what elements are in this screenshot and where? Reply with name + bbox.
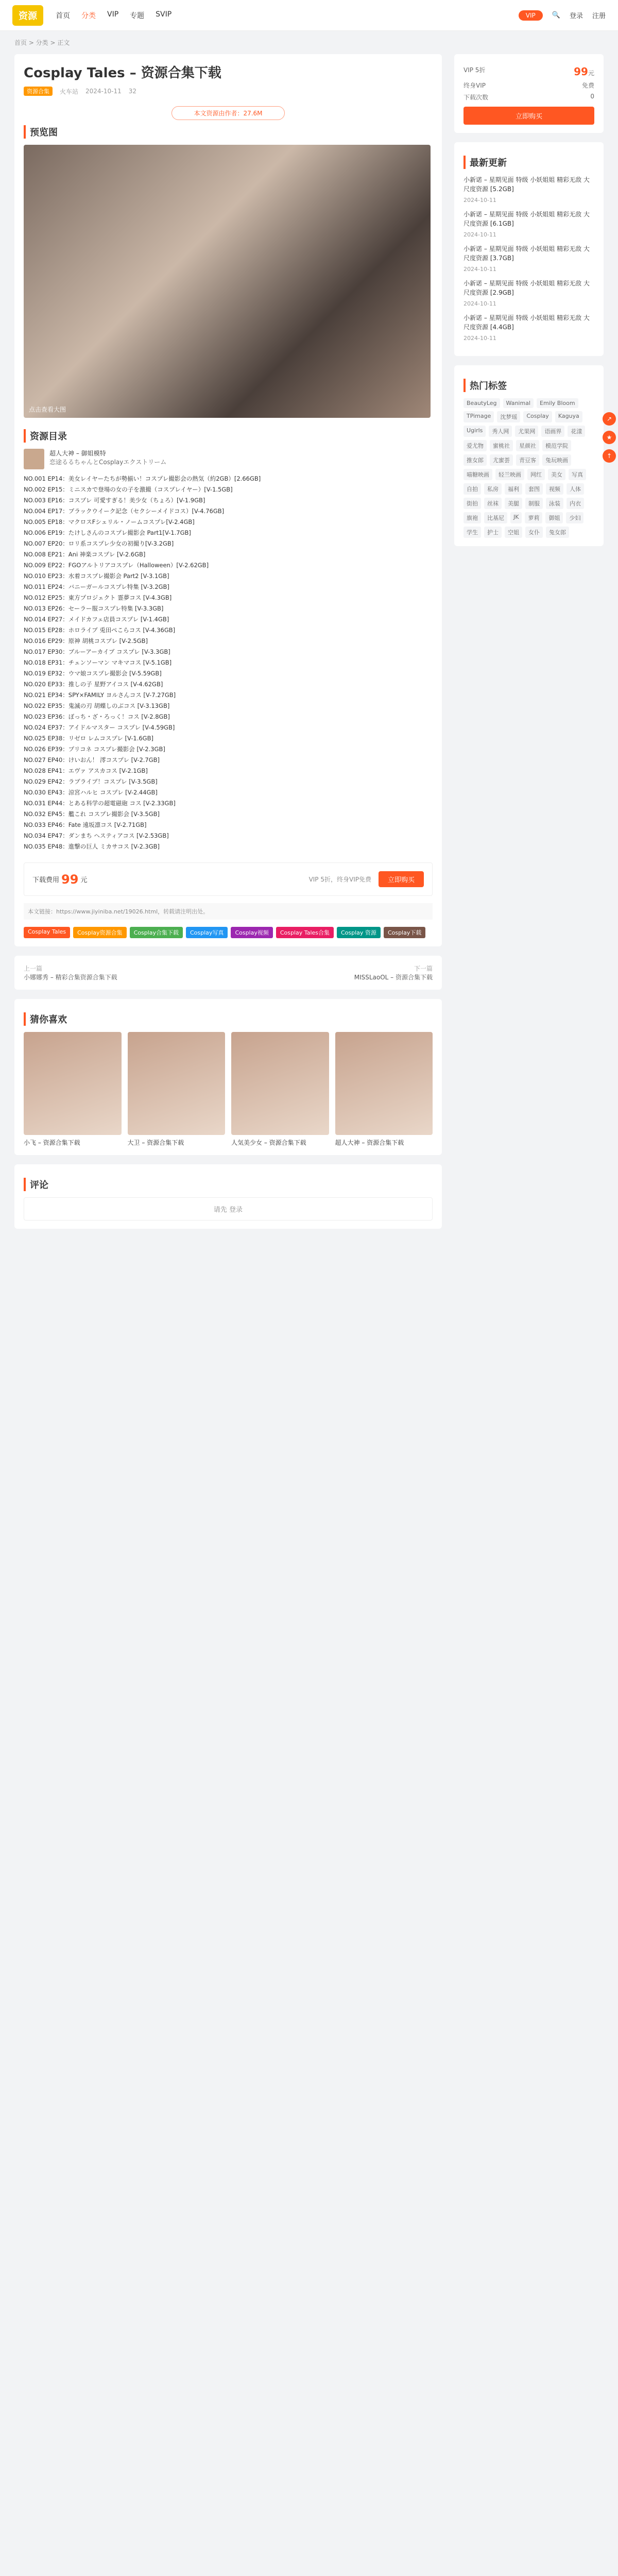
- related-thumbnail: [24, 1032, 122, 1135]
- hot-tag[interactable]: 泳装: [546, 498, 563, 509]
- catalog-line: NO.012 EP25：東方プロジェクト 霊夢コス [V-4.3GB]: [24, 594, 172, 601]
- hot-tag[interactable]: 套图: [525, 483, 543, 495]
- prev-title: 小娜娜秀 – 精彩合集资源合集下载: [24, 974, 117, 981]
- next-title: MISSLaoOL – 资源合集下载: [354, 974, 433, 981]
- floating-toolbar: [603, 412, 616, 463]
- hot-tag[interactable]: 推女郎: [464, 454, 487, 466]
- hot-tag[interactable]: 私房: [484, 483, 502, 495]
- hot-tag[interactable]: 少妇: [566, 512, 583, 523]
- catalog-heading: 资源目录: [24, 429, 433, 443]
- top-right-actions: [519, 10, 606, 21]
- main-column: [14, 54, 442, 1238]
- catalog-line: NO.026 EP39：プリコネ コスプレ撮影会 [V-2.3GB]: [24, 745, 165, 753]
- prev-next: [14, 956, 442, 990]
- side-price-unit: 元: [588, 70, 594, 77]
- catalog-line: NO.021 EP34：SPY×FAMILY ヨルさんコス [V-7.27GB]: [24, 691, 176, 699]
- hot-tag[interactable]: Emily Bloom: [537, 398, 578, 408]
- hot-tags-card: [454, 365, 604, 546]
- hot-tag[interactable]: Cosplay: [523, 411, 552, 422]
- hot-tag[interactable]: 制服: [525, 498, 543, 509]
- article-link: 本文链接：https://www.jiyiniba.net/19026.html，转载请注明出处。: [24, 903, 433, 920]
- login-link[interactable]: 登录: [569, 12, 583, 20]
- hot-tag[interactable]: 萝莉: [525, 512, 542, 523]
- related-title: 小飞 – 资源合集下载: [24, 1139, 80, 1146]
- catalog-line: NO.005 EP18：マクロスFシェリル・ノームコスプレ[V-2.4GB]: [24, 518, 195, 526]
- download-info: VIP 5折，终身VIP免费: [308, 876, 371, 883]
- catalog-line: NO.001 EP14：美女レイヤーたちが勢揃い！コスプレ撮影会の熱気（約2GB）[2.66GB]: [24, 475, 261, 482]
- catalog-line: NO.035 EP48：進撃の巨人 ミカサコス [V-2.3GB]: [24, 843, 160, 850]
- hot-tag[interactable]: 轻兰映画: [495, 469, 524, 480]
- latest-date: 2024-10-11: [464, 335, 496, 342]
- latest-title: 小新诺 – 星期见面 特级 小妖姐姐 精彩无敌 大尺度资源 [4.4GB]: [464, 314, 590, 331]
- related-thumbnail: [128, 1032, 226, 1135]
- hot-tag[interactable]: 福利: [505, 483, 522, 495]
- hot-tag[interactable]: TPimage: [464, 411, 494, 422]
- prev-label: 上一篇: [24, 965, 43, 972]
- latest-date: 2024-10-11: [464, 197, 496, 204]
- catalog-line: NO.025 EP38：リゼロ レムコスプレ [V-1.6GB]: [24, 735, 153, 742]
- article-meta: [24, 87, 433, 96]
- hot-tags-heading: 热门标签: [464, 379, 594, 392]
- hot-tag[interactable]: Ugirls: [464, 426, 486, 437]
- catalog-line: NO.029 EP42：ラブライブ！コスプレ [V-3.5GB]: [24, 778, 158, 785]
- catalog-line: NO.028 EP41：エヴァ アスカコス [V-2.1GB]: [24, 767, 148, 774]
- hot-tag[interactable]: 美腿: [505, 498, 522, 509]
- comments-heading: 评论: [24, 1178, 433, 1191]
- author-thumbnail: [24, 449, 44, 469]
- catalog-line: NO.027 EP40：けいおん！ 澪コスプレ [V-2.7GB]: [24, 756, 160, 764]
- hot-tag[interactable]: 沈梦瑶: [497, 411, 520, 422]
- hot-tag[interactable]: 人体: [566, 483, 584, 495]
- latest-item[interactable]: [464, 210, 594, 238]
- tag-chip[interactable]: Cosplay合集下载: [130, 927, 183, 938]
- article-card: [14, 54, 442, 946]
- download-price-label: 下载费用: [32, 876, 60, 884]
- hot-tag[interactable]: 语画界: [541, 426, 564, 437]
- catalog-line: NO.033 EP46：Fate 遠坂凛コス [V-2.71GB]: [24, 821, 147, 828]
- latest-heading: 最新更新: [464, 156, 594, 169]
- related-thumbnail: [231, 1032, 329, 1135]
- hot-tag[interactable]: Kaguya: [555, 411, 582, 422]
- back-to-top-icon[interactable]: ↑: [603, 449, 616, 463]
- latest-date: 2024-10-11: [464, 266, 496, 273]
- publish-date: 2024-10-11: [85, 88, 122, 95]
- author-name[interactable]: 火车站: [60, 88, 79, 95]
- hot-tags-list: [464, 398, 594, 538]
- latest-date: 2024-10-11: [464, 231, 496, 238]
- search-icon[interactable]: 🔍: [552, 11, 560, 19]
- nav-item-topic[interactable]: 专题: [130, 11, 145, 20]
- hot-tag[interactable]: 护士: [484, 527, 502, 538]
- hot-tag[interactable]: 尤蜜荟: [490, 454, 513, 466]
- nav-item-svip[interactable]: SVIP: [156, 10, 172, 19]
- related-title: 超人大神 – 资源合集下载: [335, 1139, 404, 1146]
- view-count: 32: [128, 88, 137, 95]
- catalog-line: NO.024 EP37：アイドルマスター コスプレ [V-4.59GB]: [24, 724, 175, 731]
- download-bar: [24, 862, 433, 896]
- page-title: Cosplay Tales – 资源合集下载: [24, 65, 221, 81]
- latest-title: 小新诺 – 星期见面 特级 小妖姐姐 精彩无敌 大尺度资源 [3.7GB]: [464, 245, 590, 262]
- tag-chip[interactable]: Cosplay 资源: [337, 927, 381, 938]
- catalog-line: NO.034 EP47：ダンまち ヘスティアコス [V-2.53GB]: [24, 832, 169, 839]
- latest-item[interactable]: [464, 175, 594, 204]
- catalog-line: NO.019 EP32：ウマ娘コスプレ撮影会 [V-5.59GB]: [24, 670, 162, 677]
- hot-tag[interactable]: Wanimal: [503, 398, 534, 408]
- catalog-line: NO.002 EP15：ミニスカで登場の女の子を激撮（コスプレイヤー）[V-1.5GB]: [24, 486, 233, 493]
- next-label: 下一篇: [414, 965, 433, 972]
- download-unit: 元: [80, 876, 88, 884]
- category-badge[interactable]: 资源合集: [24, 87, 53, 96]
- hot-tag[interactable]: 视频: [546, 483, 563, 495]
- catalog-line: NO.003 EP16：コスプレ 可愛すぎる！美少女（ちょろ）[V-1.9GB]: [24, 497, 205, 504]
- hot-tag[interactable]: 学生: [464, 527, 481, 538]
- login-prompt[interactable]: 请先 登录: [24, 1197, 433, 1221]
- hot-tag[interactable]: 丝袜: [484, 498, 502, 509]
- preview-image[interactable]: [24, 145, 431, 418]
- related-grid: [24, 1032, 433, 1147]
- hot-tag[interactable]: 比基尼: [484, 512, 507, 523]
- related-item[interactable]: [231, 1032, 329, 1147]
- latest-card: [454, 142, 604, 356]
- hot-tag[interactable]: 旗袍: [464, 512, 481, 523]
- hot-tag[interactable]: 秀人网: [489, 426, 512, 437]
- preview-label: 点击查看大图: [29, 406, 66, 413]
- hot-tag[interactable]: 写真: [569, 469, 586, 480]
- hot-tag[interactable]: 空姐: [505, 527, 522, 538]
- latest-item[interactable]: [464, 313, 594, 342]
- side-price-label: VIP 5折: [464, 66, 486, 74]
- catalog-line: NO.006 EP19：たけしさんのコスプレ撮影会 Part1[V-1.7GB]: [24, 529, 191, 536]
- hot-tag[interactable]: 网红: [527, 469, 545, 480]
- preview-heading: 预览图: [24, 125, 433, 139]
- hot-tag[interactable]: 青豆客: [516, 454, 539, 466]
- hot-tag[interactable]: 花漾: [568, 426, 585, 437]
- favorite-icon[interactable]: ★: [603, 431, 616, 444]
- hot-tag[interactable]: 蜜桃社: [490, 440, 513, 451]
- related-card: [14, 999, 442, 1155]
- catalog-line: NO.020 EP33：推しの子 星野アイコス [V-4.62GB]: [24, 681, 163, 688]
- tag-chip[interactable]: Cosplay写真: [186, 927, 228, 938]
- nav-item-category[interactable]: 分类: [81, 11, 96, 20]
- catalog-line: NO.018 EP31：チェンソーマン マキマコス [V-5.1GB]: [24, 659, 172, 666]
- catalog-line: NO.004 EP17：ブラックウイーク記念（セクシーメイドコス）[V-4.76GB]: [24, 507, 225, 515]
- related-title: 大卫 – 资源合集下载: [127, 1139, 184, 1146]
- tag-chip[interactable]: Cosplay Tales: [24, 927, 70, 938]
- next-post[interactable]: [354, 964, 433, 981]
- sidebar: [454, 54, 604, 1238]
- nav-item-vip[interactable]: VIP: [107, 10, 119, 19]
- catalog-line: NO.010 EP23：水着コスプレ撮影会 Part2 [V-3.1GB]: [24, 572, 169, 580]
- hot-tag[interactable]: 兔玩映画: [542, 454, 571, 466]
- site-logo[interactable]: 资源: [12, 5, 43, 26]
- side-line1-label: 终身VIP: [464, 82, 486, 89]
- top-bar: [0, 0, 618, 31]
- prev-post[interactable]: [24, 964, 117, 981]
- comments-card: [14, 1164, 442, 1229]
- side-price-card: [454, 54, 604, 133]
- catalog-author-name: 超人大神 – 御姐模特: [49, 450, 106, 457]
- side-price: 99: [574, 65, 588, 78]
- hot-tag[interactable]: 兔女郎: [546, 527, 569, 538]
- side-buy-button[interactable]: 立即购买: [464, 107, 594, 125]
- catalog-line: NO.009 EP22：FGOアルトリアコスプレ（Halloween）[V-2.62GB]: [24, 562, 209, 569]
- catalog-line: NO.030 EP43：涼宮ハルヒ コスプレ [V-2.44GB]: [24, 789, 158, 796]
- catalog-author-row: [24, 449, 433, 469]
- hot-tag[interactable]: 内衣: [566, 498, 584, 509]
- latest-item[interactable]: [464, 244, 594, 273]
- related-item[interactable]: [24, 1032, 122, 1147]
- hot-tag[interactable]: 模范学院: [542, 440, 571, 451]
- related-item[interactable]: [128, 1032, 226, 1147]
- hot-tag[interactable]: BeautyLeg: [464, 398, 500, 408]
- register-link[interactable]: 注册: [592, 12, 606, 20]
- breadcrumb: 首页 > 分类 > 正文: [14, 39, 70, 46]
- tag-list: [24, 927, 433, 938]
- latest-list: [464, 175, 594, 342]
- catalog-line: NO.014 EP27：メイドカフェ店員コスプレ [V-1.4GB]: [24, 616, 169, 623]
- vip-button[interactable]: VIP: [519, 10, 543, 21]
- catalog-line: NO.016 EP29：原神 胡桃コスプレ [V-2.5GB]: [24, 637, 148, 645]
- related-thumbnail: [335, 1032, 433, 1135]
- resource-notice: 本文资源由作者：27.6M: [171, 106, 285, 120]
- tag-chip[interactable]: Cosplay Tales合集: [276, 927, 334, 938]
- hot-tag[interactable]: 喵糖映画: [464, 469, 492, 480]
- catalog-line: NO.031 EP44：とある科学の超電磁砲 コス [V-2.33GB]: [24, 800, 176, 807]
- tag-chip[interactable]: Cosplay视频: [231, 927, 272, 938]
- hot-tag[interactable]: 美女: [548, 469, 565, 480]
- catalog-line: NO.022 EP35：鬼滅の刃 胡蝶しのぶコス [V-3.13GB]: [24, 702, 170, 709]
- catalog-author-intro: 恋途るるちゃんとCosplayエクストリーム: [49, 459, 167, 466]
- related-heading: 猜你喜欢: [24, 1012, 433, 1026]
- catalog-line: NO.011 EP24：バニーガールコスプレ特集 [V-3.2GB]: [24, 583, 169, 590]
- catalog-line: NO.013 EP26：セーラー服コスプレ特集 [V-3.3GB]: [24, 605, 164, 612]
- download-price: 99: [61, 872, 79, 887]
- catalog-line: NO.017 EP30：ブルーアーカイブ コスプレ [V-3.3GB]: [24, 648, 170, 655]
- related-item[interactable]: [335, 1032, 433, 1147]
- latest-title: 小新诺 – 星期见面 特级 小妖姐姐 精彩无敌 大尺度资源 [2.9GB]: [464, 280, 590, 296]
- latest-item[interactable]: [464, 279, 594, 307]
- latest-title: 小新诺 – 星期见面 特级 小妖姐姐 精彩无敌 大尺度资源 [6.1GB]: [464, 211, 590, 227]
- tag-chip[interactable]: Cosplay资源合集: [73, 927, 126, 938]
- side-line1-value: 免费: [581, 82, 594, 89]
- hot-tag[interactable]: 街拍: [464, 498, 481, 509]
- main-nav: [56, 10, 171, 21]
- hot-tag[interactable]: 御姐: [545, 512, 563, 523]
- hot-tag[interactable]: 自拍: [464, 483, 481, 495]
- side-line2-label: 下载次数: [464, 94, 489, 101]
- catalog-line: NO.007 EP20：ロリ系コスプレ少女の初撮り[V-3.2GB]: [24, 540, 174, 547]
- latest-title: 小新诺 – 星期见面 特级 小妖姐姐 精彩无敌 大尺度资源 [5.2GB]: [464, 176, 590, 193]
- hot-tag[interactable]: 尤果网: [515, 426, 538, 437]
- nav-item-home[interactable]: 首页: [56, 11, 70, 20]
- catalog-line: NO.023 EP36：ぼっち・ざ・ろっく！コス [V-2.8GB]: [24, 713, 170, 720]
- tag-chip[interactable]: Cosplay下载: [384, 927, 425, 938]
- hot-tag[interactable]: 爱尤物: [464, 440, 487, 451]
- side-line2-value: 0: [590, 93, 594, 100]
- share-icon[interactable]: ↗: [603, 412, 616, 426]
- catalog-list: [24, 473, 433, 852]
- related-title: 人気美少女 – 资源合集下载: [231, 1139, 306, 1146]
- buy-button[interactable]: 立即购买: [379, 871, 424, 887]
- latest-date: 2024-10-11: [464, 300, 496, 307]
- hot-tag[interactable]: 女仆: [525, 527, 543, 538]
- catalog-line: NO.032 EP45：艦これ コスプレ撮影会 [V-3.5GB]: [24, 810, 160, 818]
- hot-tag[interactable]: JK: [510, 512, 522, 523]
- catalog-line: NO.015 EP28：ホロライブ 兎田ぺこらコス [V-4.36GB]: [24, 626, 176, 634]
- catalog-line: NO.008 EP21：Ani 神楽コスプレ [V-2.6GB]: [24, 551, 146, 558]
- hot-tag[interactable]: 星颜社: [516, 440, 539, 451]
